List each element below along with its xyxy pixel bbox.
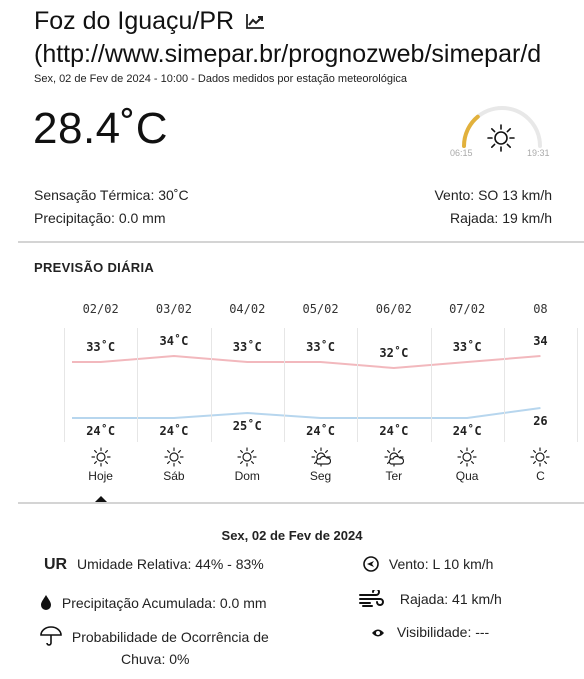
rain-prob-line1: Probabilidade de Ocorrência de xyxy=(71,629,269,645)
current-temperature: 28.4˚C xyxy=(33,104,169,153)
day-max-temp: 34 xyxy=(533,334,548,348)
day-min-temp: 24˚C xyxy=(379,424,409,438)
day-name: Seg xyxy=(309,469,332,483)
divider xyxy=(18,502,584,504)
day-max-temp: 33˚C xyxy=(452,340,482,354)
day-max-temp: 32˚C xyxy=(379,346,409,360)
day-max-temp: 33˚C xyxy=(232,340,262,354)
daily-forecast[interactable] xyxy=(0,296,584,496)
day-name: Hoje xyxy=(88,469,113,483)
divider xyxy=(18,241,584,243)
drop-icon xyxy=(40,594,52,613)
humidity-row xyxy=(44,556,264,574)
umbrella-icon xyxy=(40,626,62,649)
sun-icon xyxy=(237,447,257,472)
day-date: 02/02 xyxy=(82,302,119,316)
day-name: Ter xyxy=(385,469,403,483)
eye-icon xyxy=(371,625,385,641)
visibility-text: Visibilidade: --- xyxy=(396,624,490,640)
measurement-meta: Sex, 02 de Fev de 2024 - 10:00 - Dados medidos por estação meteorológica xyxy=(34,73,408,85)
day-min-temp: 24˚C xyxy=(452,424,482,438)
sun-icon xyxy=(164,447,184,472)
day-name: C xyxy=(536,469,545,483)
forecast-title: PREVISÃO DIÁRIA xyxy=(34,260,155,275)
city-name: Foz do Iguaçu/PR xyxy=(34,7,235,35)
day-min-temp: 24˚C xyxy=(306,424,335,438)
day-min-temp: 24˚C xyxy=(159,424,189,438)
detail-date: Sex, 02 de Fev de 2024 xyxy=(221,528,363,543)
source-url[interactable]: (http://www.simepar.br/prognozweb/simepar/d xyxy=(34,40,542,68)
sun-icon xyxy=(91,447,111,472)
city-title xyxy=(34,6,265,37)
day-date: 07/02 xyxy=(449,302,486,316)
visibility-row xyxy=(371,624,489,641)
forecast-chart xyxy=(0,296,584,496)
day-min-temp: 25˚C xyxy=(232,419,262,433)
detail-wind-row xyxy=(363,556,493,575)
precip-text: Precipitação Acumulada: 0.0 mm xyxy=(61,595,267,611)
day-date: 04/02 xyxy=(229,302,266,316)
day-min-temp: 24˚C xyxy=(86,424,116,438)
day-date: 08 xyxy=(533,302,548,316)
sun-cloud-icon xyxy=(384,447,404,472)
day-name: Sáb xyxy=(163,469,185,483)
day-min-temp: 26 xyxy=(533,414,548,428)
detail-gust-text: Rajada: 41 km/h xyxy=(399,591,502,607)
precip-row xyxy=(40,594,267,613)
sun-cloud-icon xyxy=(311,447,331,472)
ur-badge: UR xyxy=(44,556,68,573)
wind-speed: Vento: SO 13 km/h xyxy=(434,187,552,203)
day-max-temp: 33˚C xyxy=(306,340,335,354)
sunrise-time: 06:15 xyxy=(450,148,473,158)
sun-icon xyxy=(457,447,477,472)
rain-prob-line2: Chuva: 0% xyxy=(121,651,190,667)
sun-icon xyxy=(486,123,516,158)
min-temp-line xyxy=(72,408,540,418)
day-date: 05/02 xyxy=(302,302,339,316)
day-max-temp: 34˚C xyxy=(159,334,189,348)
detail-wind-text: Vento: L 10 km/h xyxy=(388,556,494,572)
chart-line-icon[interactable] xyxy=(245,7,265,37)
detail-gust-row xyxy=(358,590,502,611)
day-name: Dom xyxy=(234,469,260,483)
sunset-time: 19:31 xyxy=(527,148,550,158)
max-temp-line xyxy=(72,356,540,368)
day-max-temp: 33˚C xyxy=(86,340,116,354)
rain-probability-row xyxy=(40,626,269,649)
wind-gust: Rajada: 19 km/h xyxy=(450,210,552,226)
humidity-text: Umidade Relativa: 44% - 83% xyxy=(77,556,264,572)
day-date: 06/02 xyxy=(375,302,412,316)
day-date: 03/02 xyxy=(155,302,192,316)
day-name: Qua xyxy=(455,469,479,483)
sun-icon xyxy=(530,447,550,472)
wind-icon xyxy=(358,590,386,611)
feels-like: Sensação Térmica: 30˚C xyxy=(34,187,189,203)
precipitation: Precipitação: 0.0 mm xyxy=(34,210,166,226)
compass-icon xyxy=(363,556,379,575)
